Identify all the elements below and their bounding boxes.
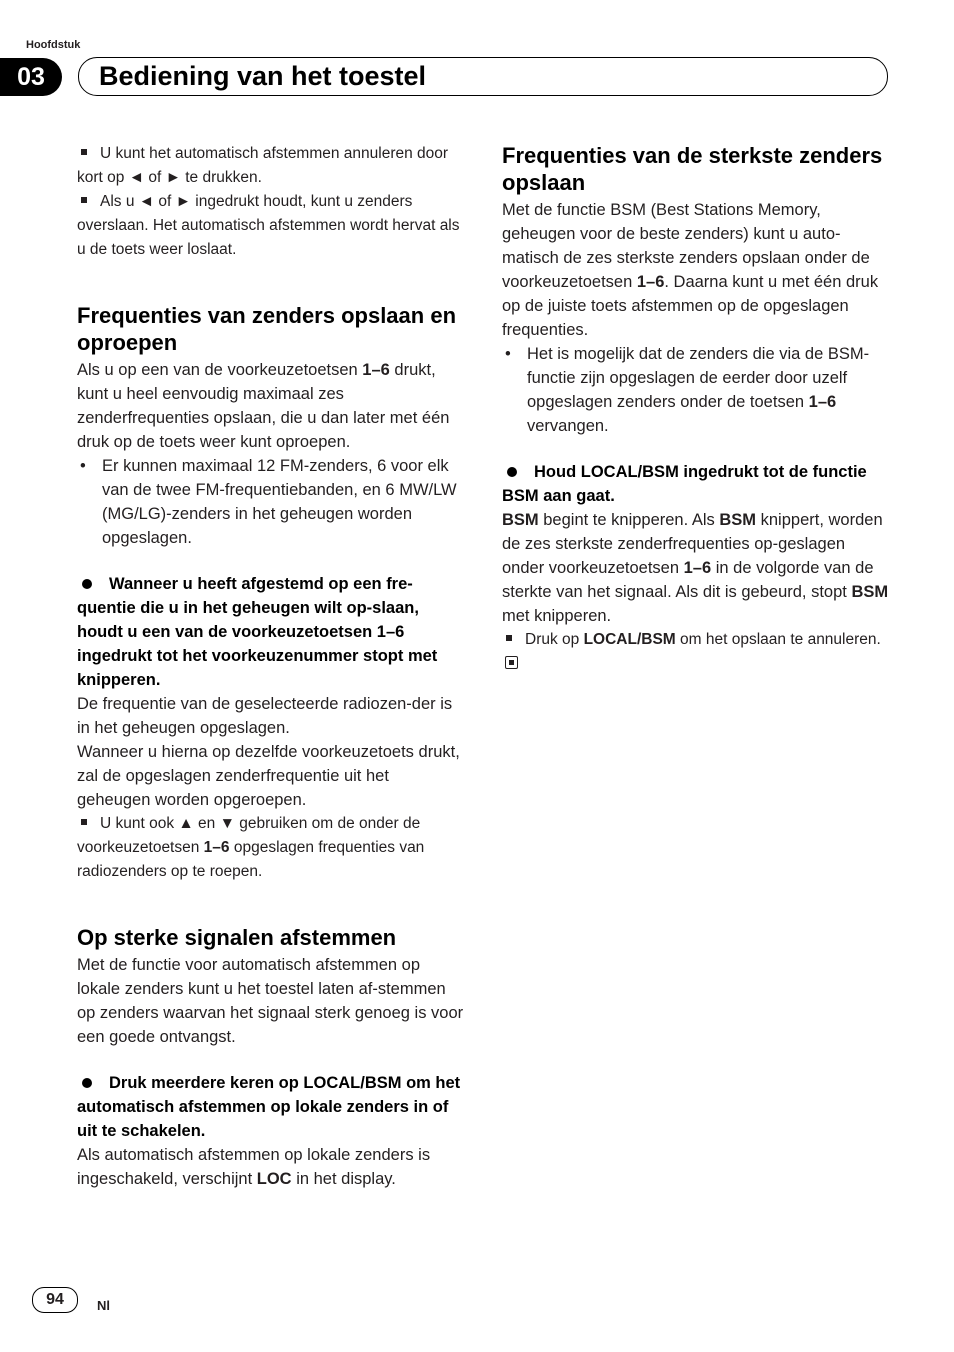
square-bullet-icon: [81, 819, 87, 825]
step-result: Als automatisch afstemmen op lokale zenders is ingeschakeld, verschijnt LOC in het display.: [77, 1146, 431, 1188]
step-bullet-icon: [82, 579, 92, 589]
section-heading-local-seek: Op sterke signalen afstemmen: [77, 925, 397, 950]
section-heading-bsm: Frequenties van de sterkste zenders opslaan: [502, 143, 883, 195]
chapter-title: Bediening van het toestel: [99, 61, 427, 91]
step-result: De frequentie van de geselecteerde radiozen-der is in het geheugen opgeslagen.: [77, 695, 453, 737]
section-paragraph: Met de functie BSM (Best Stations Memory, geheugen voor de beste zenders) kunt u auto-matisch de zes sterkste zenders opslaan onder de voorkeuzetoetsen 1–6. Daarna kunt u met één druk op de juiste toets afstemmen op de opgeslagen frequenties.: [502, 201, 879, 339]
language-code: Nl: [97, 1298, 110, 1313]
instruction-step: Druk meerdere keren op LOCAL/BSM om het automatisch afstemmen op lokale zenders in of uit te schakelen.: [77, 1074, 461, 1140]
step-bullet-icon: [507, 467, 517, 477]
step-result: BSM begint te knipperen. Als BSM knippert, worden de zes sterkste zenderfrequenties op-geslagen onder voorkeuzetoetsen 1–6 in de volgorde van de sterkte van het signaal. Als dit is gebeurd, stopt BSM met knipperen.: [502, 511, 889, 625]
instruction-step: Wanneer u heeft afgestemd op een fre-quentie die u in het geheugen wilt op-slaan, houdt u een van de voorkeuzetoetsen 1–6 ingedrukt tot het voorkeuzenummer stopt met knipperen.: [77, 575, 438, 689]
tip-note: Druk op LOCAL/BSM om het opslaan te annuleren.: [502, 628, 890, 676]
step-bullet-icon: [82, 1078, 92, 1088]
list-item: • Er kunnen maximaal 12 FM-zenders, 6 voor elk van de twee FM-frequentiebanden, en 6 MW/LW (MG/LG)-zenders in het geheugen worden opgeslagen.: [77, 454, 465, 550]
page-number: 94: [32, 1287, 78, 1313]
chapter-label: Hoofdstuk: [26, 39, 81, 51]
bullet-icon: •: [80, 457, 86, 475]
right-column: [502, 142, 890, 676]
intro-note: Als u ◄ of ► ingedrukt houdt, kunt u zenders overslaan. Het automatisch afstemmen wordt hervat als u de toets weer loslaat.: [77, 193, 460, 258]
square-bullet-icon: [81, 197, 87, 203]
square-bullet-icon: [506, 635, 512, 641]
bullet-icon: •: [505, 345, 511, 363]
instruction-step: Houd LOCAL/BSM ingedrukt tot de functie BSM aan gaat.: [502, 463, 867, 505]
tip-note: U kunt ook ▲ en ▼ gebruiken om de onder de voorkeuzetoetsen 1–6 opgeslagen frequenties van radiozenders op te roepen.: [77, 815, 425, 880]
step-result: Wanneer u hierna op dezelfde voorkeuzetoets drukt, zal de opgeslagen zenderfrequentie uit het geheugen worden opgeroepen.: [77, 743, 460, 809]
section-paragraph: Als u op een van de voorkeuzetoetsen 1–6 drukt, kunt u heel eenvoudig maximaal zes zenderfrequenties opslaan, die u dan later met één druk op de toets weer kunt oproepen.: [77, 361, 450, 451]
left-column: [77, 142, 465, 1191]
square-bullet-icon: [81, 149, 87, 155]
chapter-number: 03: [0, 58, 62, 96]
list-item: • Het is mogelijk dat de zenders die via de BSM-functie zijn opgeslagen de eerder door uzelf opgeslagen zenders onder de toetsen 1–6 vervangen.: [502, 342, 890, 438]
section-heading-store-recall: Frequenties van zenders opslaan en oproepen: [77, 303, 457, 355]
end-of-section-icon: [505, 656, 518, 669]
section-paragraph: Met de functie voor automatisch afstemmen op lokale zenders kunt u het toestel laten af-stemmen op zenders waarvan het signaal sterk genoeg is voor een goede ontvangst.: [77, 956, 464, 1046]
intro-note: U kunt het automatisch afstemmen annuleren door kort op ◄ of ► te drukken.: [77, 145, 449, 186]
